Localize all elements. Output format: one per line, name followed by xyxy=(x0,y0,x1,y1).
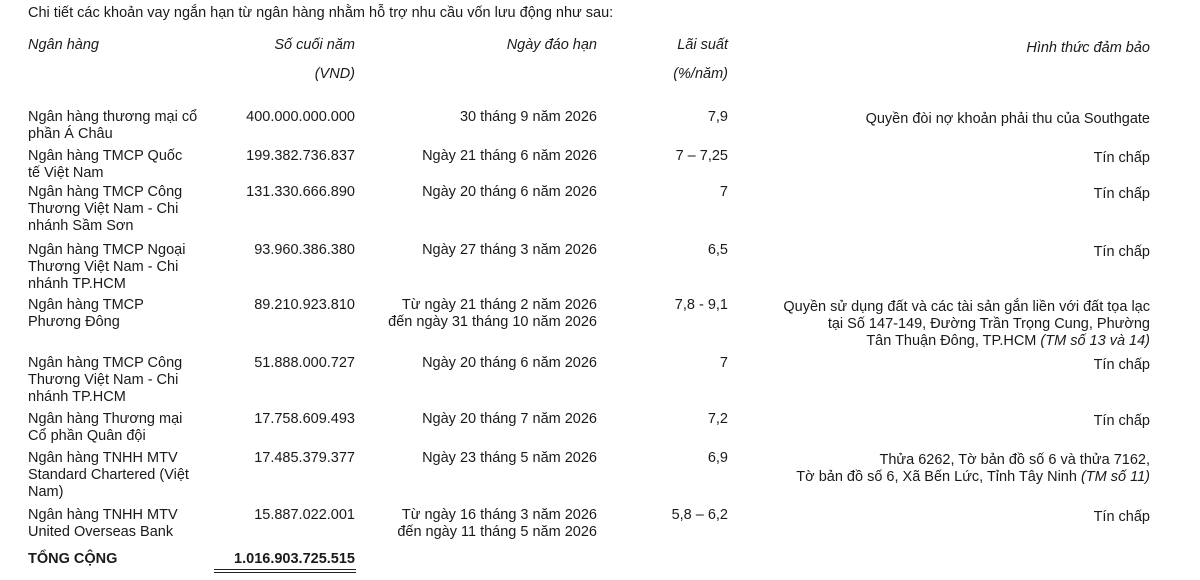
bank-name-line: phần Á Châu xyxy=(28,126,113,142)
guarantee-line xyxy=(700,333,1150,350)
header-bank: Ngân hàng xyxy=(28,37,99,53)
header-rate-unit: (%/năm) xyxy=(673,66,728,82)
interest-rate: 7,8 - 9,1 xyxy=(674,297,728,313)
loan-amount: 15.887.022.001 xyxy=(254,507,355,523)
guarantee-line xyxy=(700,357,1150,374)
bank-name-line: nhánh TP.HCM xyxy=(28,389,126,405)
loan-amount: 93.960.386.380 xyxy=(254,242,355,258)
interest-rate: 6,5 xyxy=(707,242,728,258)
bank-name-line: Thương Việt Nam - Chi xyxy=(28,372,179,388)
header-maturity: Ngày đáo hạn xyxy=(506,37,597,53)
bank-name-line: United Overseas Bank xyxy=(28,524,174,540)
bank-name-line: Nam) xyxy=(28,484,64,500)
maturity-date: Ngày 20 tháng 7 năm 2026 xyxy=(422,411,597,427)
bank-name-line: Standard Chartered (Việt xyxy=(28,467,189,483)
bank-name-line: Ngân hàng TMCP Ngoại xyxy=(28,242,186,258)
bank-name-line: Ngân hàng TNHH MTV xyxy=(28,450,178,466)
guarantee-text: tại Số 147-149, Đường Trần Trọng Cung, Phường xyxy=(827,316,1150,332)
guarantee-text: Tân Thuận Đông, TP.HCM xyxy=(866,333,1041,349)
bank-name-line: Thương Việt Nam - Chi xyxy=(28,201,179,217)
interest-rate: 7 – 7,25 xyxy=(675,148,728,164)
total-double-underline xyxy=(214,572,356,573)
bank-name-line: Ngân hàng TNHH MTV xyxy=(28,507,178,523)
bank-name-line: Ngân hàng Thương mại xyxy=(28,411,183,427)
bank-name-line: Phương Đông xyxy=(28,314,120,330)
maturity-date: đến ngày 31 tháng 10 năm 2026 xyxy=(388,314,597,330)
total-underline xyxy=(214,569,356,570)
maturity-date: Từ ngày 16 tháng 3 năm 2026 xyxy=(401,507,597,523)
loan-amount: 17.758.609.493 xyxy=(254,411,355,427)
interest-rate: 7 xyxy=(719,184,728,200)
guarantee-line xyxy=(700,186,1150,203)
interest-rate: 6,9 xyxy=(707,450,728,466)
loan-amount: 17.485.379.377 xyxy=(254,450,355,466)
guarantee-text: Tín chấp xyxy=(1093,150,1150,166)
bank-name-line: Cổ phần Quân đội xyxy=(28,428,146,444)
guarantee-line xyxy=(700,469,1150,486)
guarantee-line xyxy=(700,316,1150,333)
header-guarantee: Hình thức đảm bảo xyxy=(1026,40,1150,56)
interest-rate: 5,8 – 6,2 xyxy=(671,507,728,523)
guarantee-text: Thửa 6262, Tờ bản đồ số 6 và thửa 7162, xyxy=(879,452,1150,468)
guarantee-text: Tín chấp xyxy=(1093,509,1150,525)
maturity-date: Từ ngày 21 tháng 2 năm 2026 xyxy=(401,297,597,313)
interest-rate: 7 xyxy=(719,355,728,371)
guarantee-line xyxy=(700,413,1150,430)
guarantee-line xyxy=(700,150,1150,167)
total-label: TỔNG CỘNG xyxy=(28,551,118,567)
guarantee-text: Tín chấp xyxy=(1093,413,1150,429)
bank-name-line: nhánh Sầm Sơn xyxy=(28,218,134,234)
loan-amount: 199.382.736.837 xyxy=(246,148,355,164)
header-amount: Số cuối năm xyxy=(274,37,355,53)
maturity-date: 30 tháng 9 năm 2026 xyxy=(459,109,597,125)
interest-rate: 7,2 xyxy=(707,411,728,427)
loan-amount: 89.210.923.810 xyxy=(254,297,355,313)
guarantee-text: Tín chấp xyxy=(1093,357,1150,373)
guarantee-text: Tờ bản đồ số 6, Xã Bến Lức, Tỉnh Tây Ninh xyxy=(796,469,1081,485)
bank-name-line: Ngân hàng TMCP xyxy=(28,297,144,313)
loan-amount: 400.000.000.000 xyxy=(246,109,355,125)
guarantee-line xyxy=(700,509,1150,526)
maturity-date: Ngày 27 tháng 3 năm 2026 xyxy=(422,242,597,258)
bank-name-line: tế Việt Nam xyxy=(28,165,104,181)
guarantee-note: (TM số 13 và 14) xyxy=(1040,333,1150,349)
bank-name-line: Ngân hàng TMCP Công xyxy=(28,355,183,371)
bank-name-line: Ngân hàng TMCP Quốc xyxy=(28,148,183,164)
maturity-date: đến ngày 11 tháng 5 năm 2026 xyxy=(397,524,597,540)
maturity-date: Ngày 23 tháng 5 năm 2026 xyxy=(422,450,597,466)
bank-name-line: Ngân hàng TMCP Công xyxy=(28,184,183,200)
guarantee-note: (TM số 11) xyxy=(1080,469,1150,485)
total-amount: 1.016.903.725.515 xyxy=(234,551,355,567)
guarantee-text: Tín chấp xyxy=(1093,244,1150,260)
guarantee-line xyxy=(700,452,1150,469)
maturity-date: Ngày 20 tháng 6 năm 2026 xyxy=(422,184,597,200)
guarantee-line xyxy=(700,299,1150,316)
guarantee-text: Tín chấp xyxy=(1093,186,1150,202)
header-amount-unit: (VND) xyxy=(314,66,355,82)
maturity-date: Ngày 20 tháng 6 năm 2026 xyxy=(422,355,597,371)
loan-amount: 51.888.000.727 xyxy=(254,355,355,371)
intro-text: Chi tiết các khoản vay ngắn hạn từ ngân hàng nhằm hỗ trợ nhu cầu vốn lưu động như sau: xyxy=(28,5,614,21)
guarantee-text: Quyền sử dụng đất và các tài sản gắn liền với đất tọa lạc xyxy=(783,299,1150,315)
bank-name-line: Ngân hàng thương mại cổ xyxy=(28,109,198,125)
guarantee-line xyxy=(700,244,1150,261)
bank-name-line: Thương Việt Nam - Chi xyxy=(28,259,179,275)
interest-rate: 7,9 xyxy=(707,109,728,125)
header-rate: Lãi suất xyxy=(677,37,728,53)
guarantee-line xyxy=(700,111,1150,128)
guarantee-text: Quyền đòi nợ khoản phải thu của Southgate xyxy=(865,111,1150,127)
maturity-date: Ngày 21 tháng 6 năm 2026 xyxy=(422,148,597,164)
bank-name-line: nhánh TP.HCM xyxy=(28,276,126,292)
loan-amount: 131.330.666.890 xyxy=(246,184,355,200)
